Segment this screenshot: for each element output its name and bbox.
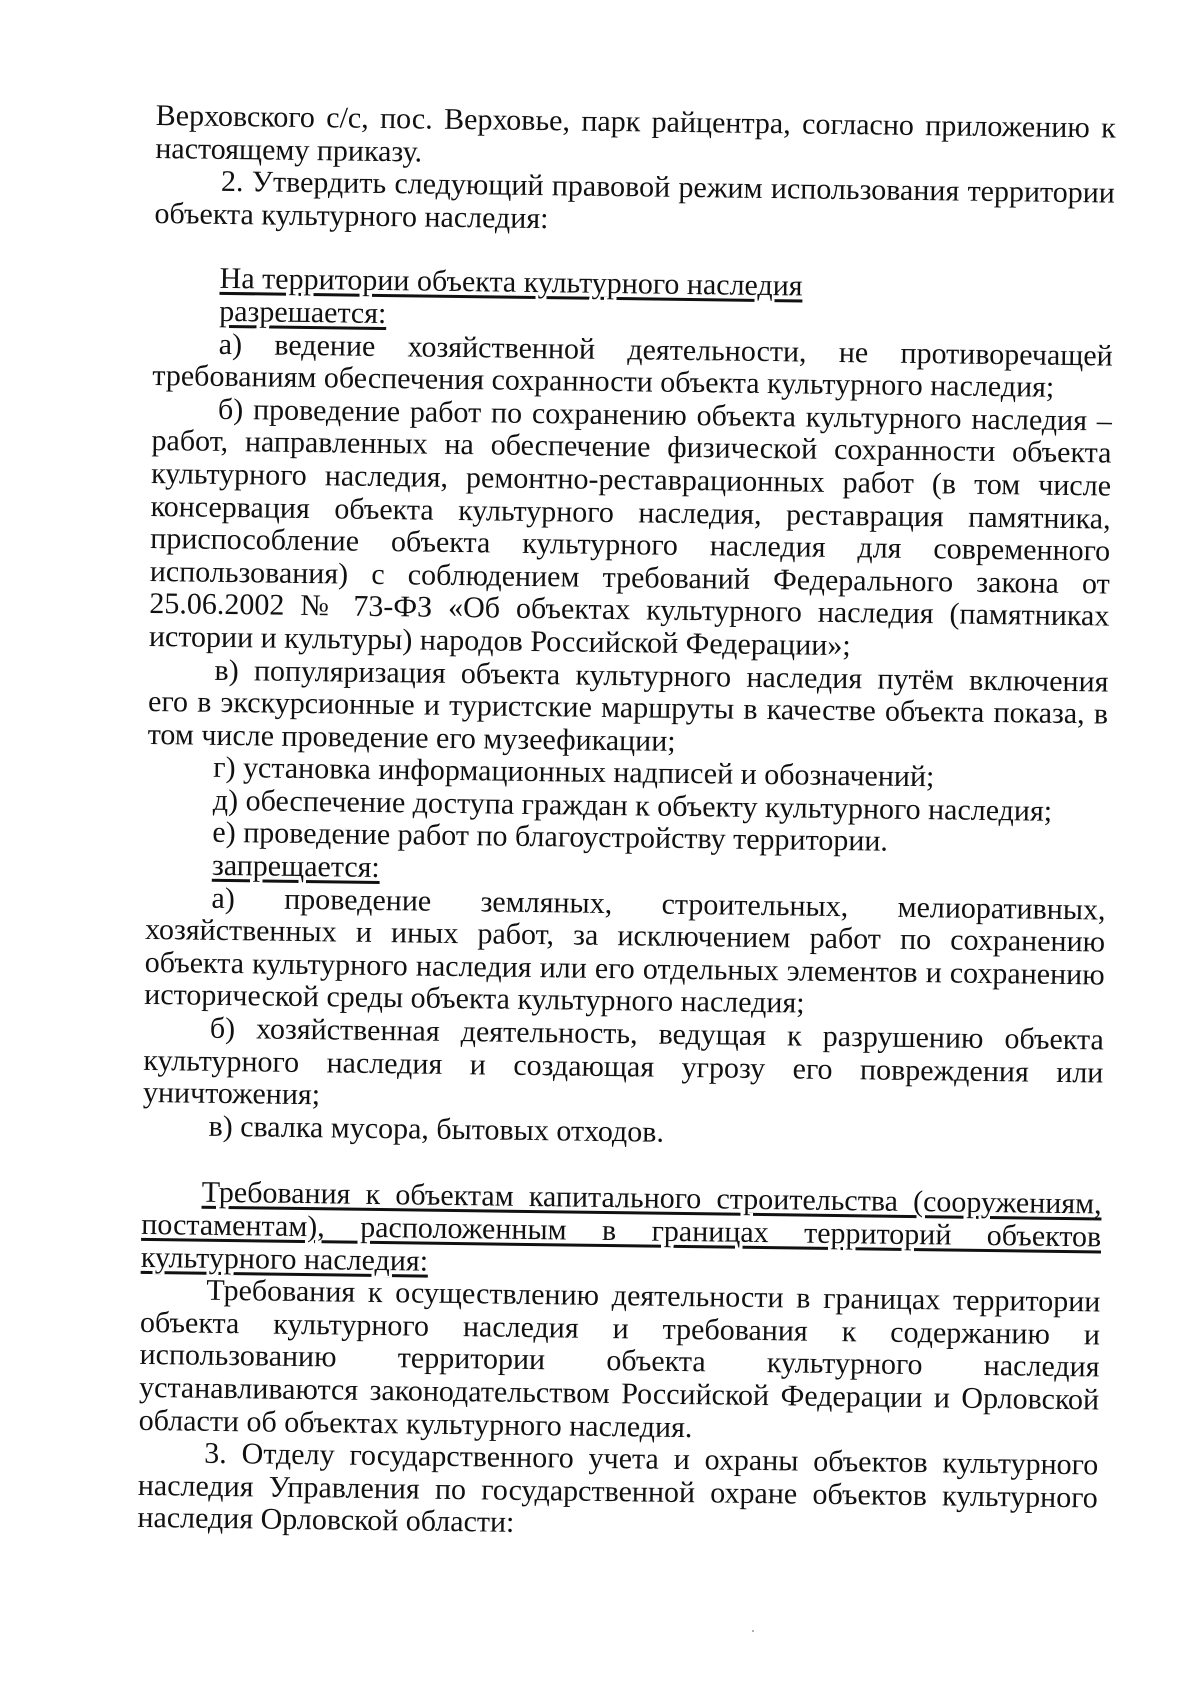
- allowed-item-b: б) проведение работ по сохранению объекта культурного наследия – работ, направленных на обеспечение физической сохранности объекта культурного наследия, ремонтно-реставрационных работ (в том числе консервация объекта культурного наследия, реставрация памятника, приспособление объекта культурного наследия для современного использования) с соблюдением требований Федерального закона от 25.06.2002 № 73-ФЗ «Об объектах культурного наследия (памятниках истории и культуры) народов Российской Федерации»;: [148, 392, 1113, 663]
- forbidden-item-a: а) проведение земляных, строительных, мелиоративных, хозяйственных и иных работ, за исключением работ по сохранению объекта культурного наследия или его отдельных элементов и сохранению исторической среды объекта культурного наследия;: [144, 881, 1106, 1021]
- scan-speck: [752, 1630, 754, 1632]
- requirements-paragraph: Требования к осуществлению деятельности в границах территории объекта культурного наследия и требования к содержанию и использованию территории объекта культурного наследия устанавливаются законодательством Российской Федерации и Орловской области об объектах культурного наследия.: [138, 1273, 1101, 1444]
- allowed-item-v: в) популяризация объекта культурного наследия путём включения его в экскурсионные и туристские маршруты в качестве объекта показа, в том числе проведение его музеефикации;: [147, 653, 1109, 758]
- paragraph-location: Верховского с/с, пос. Верховье, парк райцентра, согласно приложению к настоящему приказу.: [155, 99, 1116, 169]
- document-body: [137, 100, 1116, 1547]
- section-heading-forbidden: запрещается:: [211, 848, 381, 885]
- section-heading-allowed: разрешается:: [219, 294, 387, 331]
- forbidden-item-v: в) свалка мусора, бытовых отходов.: [208, 1109, 665, 1149]
- section-heading-requirements: Требования к объектам капитального строительства (сооружениям, постаментам), расположенным в границах территорий объектов культурного наследия:: [140, 1176, 1102, 1278]
- paragraph-item-2: 2. Утвердить следующий правовой режим использования территории объекта культурного наследия:: [154, 165, 1116, 235]
- allowed-item-a: а) ведение хозяйственной деятельности, не противоречащей требованиям обеспечения сохранности объекта культурного наследия;: [152, 327, 1113, 404]
- forbidden-item-b: б) хозяйственная деятельность, ведущая к разрушению объекта культурного наследия и создающая угрозу его повреждения или уничтожения;: [142, 1011, 1104, 1112]
- section-heading-territory: На территории объекта культурного наследия: [219, 262, 803, 303]
- allowed-item-e: е) проведение работ по благоустройству территории.: [212, 816, 889, 859]
- paragraph-item-3: 3. Отделу государственного учета и охраны объектов культурного наследия Управления по государственной охране объектов культурного наследия Орловской области:: [137, 1436, 1099, 1540]
- allowed-item-g: г) установка информационных надписей и обозначений;: [213, 751, 935, 794]
- allowed-item-d: д) обеспечение доступа граждан к объекту культурного наследия;: [212, 783, 1053, 828]
